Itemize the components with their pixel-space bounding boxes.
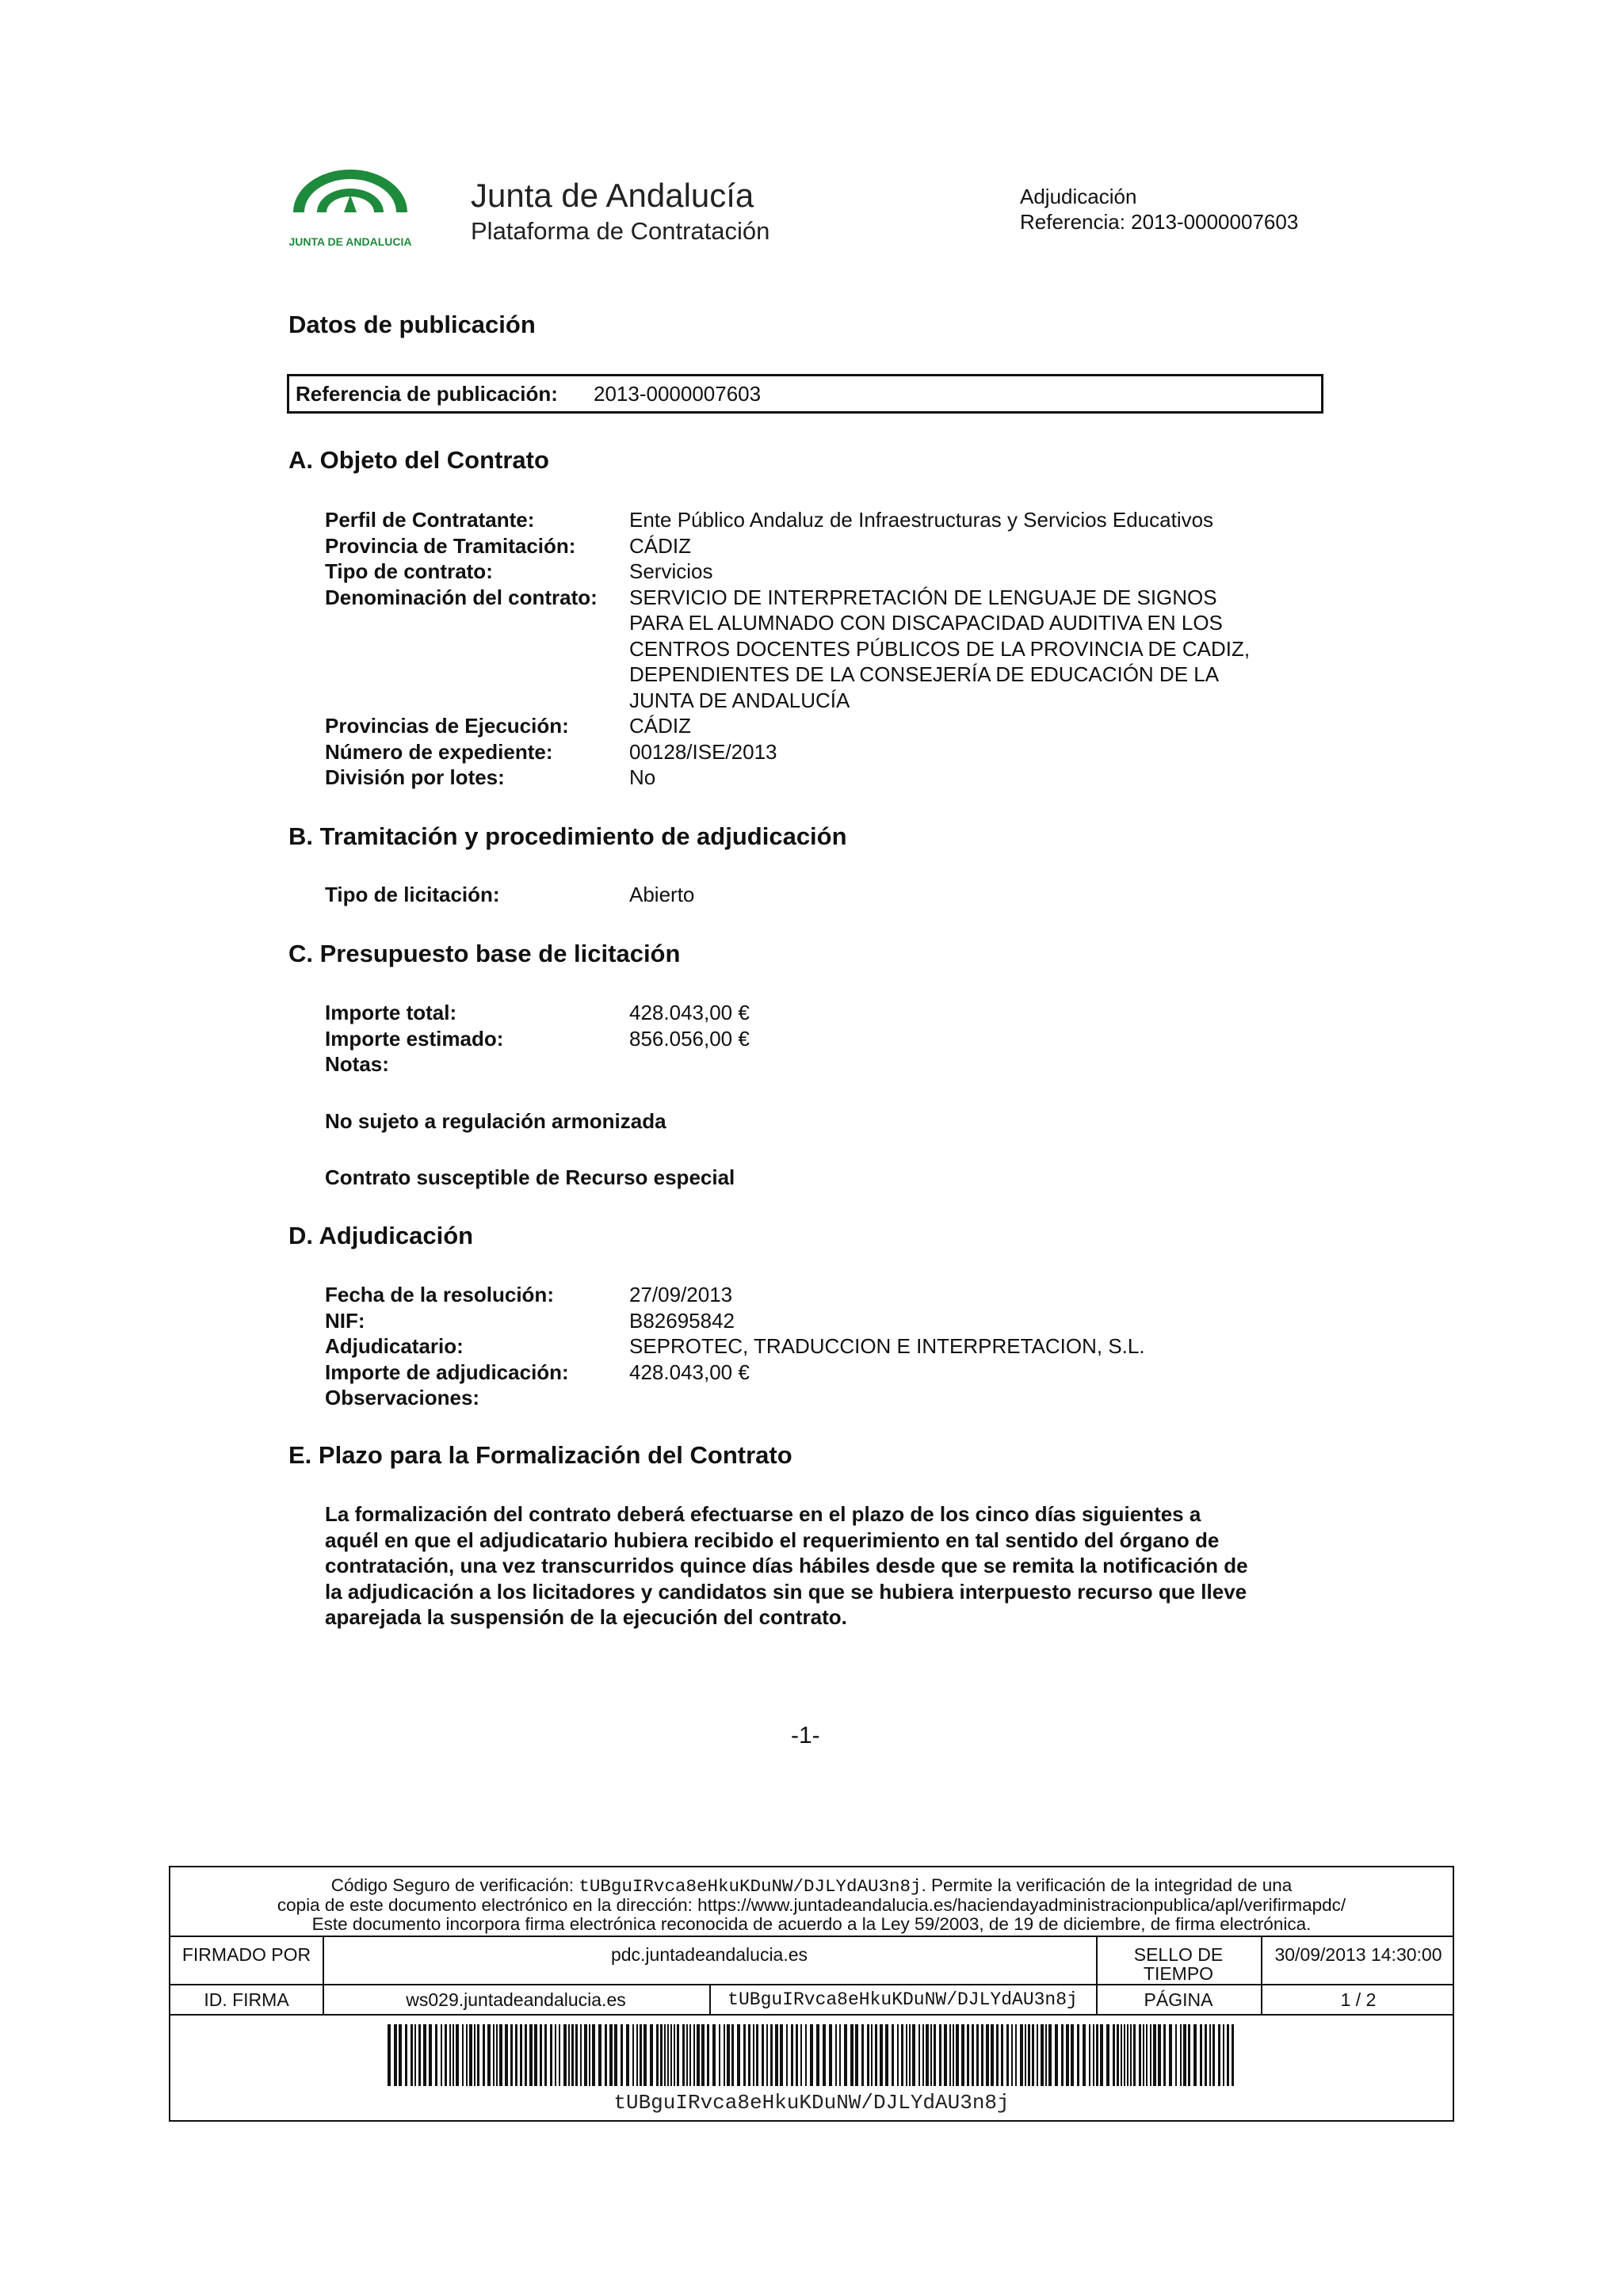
field-value: SEPROTEC, TRADUCCION E INTERPRETACION, S.L. bbox=[629, 1334, 1145, 1358]
barcode-bar bbox=[1133, 2024, 1136, 2086]
verification-footer bbox=[169, 1866, 1454, 2122]
barcode-bar bbox=[664, 2024, 666, 2086]
barcode-bar bbox=[477, 2024, 479, 2086]
field-label: Notas: bbox=[325, 1052, 389, 1076]
barcode-bar bbox=[731, 2024, 734, 2086]
barcode-bar bbox=[839, 2024, 841, 2086]
junta-arch-icon bbox=[287, 163, 414, 252]
barcode-bar bbox=[850, 2024, 854, 2086]
barcode-bar bbox=[689, 2024, 691, 2086]
barcode-bar bbox=[571, 2024, 574, 2086]
barcode-bar bbox=[1025, 2024, 1026, 2086]
barcode-bar bbox=[805, 2024, 807, 2086]
barcode-bar bbox=[520, 2024, 522, 2086]
barcode-bar bbox=[399, 2024, 402, 2086]
barcode-bar bbox=[568, 2024, 570, 2086]
field-value: 27/09/2013 bbox=[629, 1283, 733, 1306]
barcode-bar bbox=[1032, 2024, 1034, 2086]
verification-line-3: Este documento incorpora firma electrónica reconocida de acuerdo a la Ley 59/2003, de 19 de diciembre, de firma electrónica. bbox=[311, 1914, 1312, 1934]
barcode-bar bbox=[441, 2024, 442, 2086]
signed-by-label: FIRMADO POR bbox=[181, 1944, 311, 1965]
barcode-bar bbox=[469, 2024, 472, 2086]
barcode-bar bbox=[753, 2024, 754, 2086]
barcode-bar bbox=[614, 2024, 617, 2086]
page-label: PÁGINA bbox=[1144, 1989, 1213, 2010]
barcode-bar bbox=[1028, 2024, 1030, 2086]
barcode-bar bbox=[707, 2024, 709, 2086]
barcode-bar bbox=[1124, 2024, 1125, 2086]
barcode-bar bbox=[756, 2024, 758, 2086]
barcode-bar bbox=[906, 2024, 907, 2086]
barcode-bar bbox=[466, 2024, 468, 2086]
paragraph-line: aparejada la suspensión de la ejecución del contrato. bbox=[325, 1605, 847, 1630]
field-label: Importe de adjudicación: bbox=[325, 1360, 569, 1384]
barcode-bar bbox=[1146, 2024, 1148, 2086]
section-e-title: E. Plazo para la Formalización del Contrato bbox=[288, 1441, 792, 1469]
barcode-bar bbox=[780, 2024, 783, 2086]
barcode-bar bbox=[563, 2024, 567, 2086]
barcode-bar bbox=[991, 2024, 994, 2086]
field-value: CÁDIZ bbox=[629, 533, 691, 558]
barcode-bar bbox=[550, 2024, 552, 2086]
barcode-bar bbox=[944, 2024, 947, 2086]
barcode-bar bbox=[394, 2024, 397, 2086]
barcode-bar bbox=[529, 2024, 533, 2086]
barcode-bar bbox=[656, 2024, 659, 2086]
barcode-bar bbox=[660, 2024, 663, 2086]
barcode-bar bbox=[867, 2024, 869, 2086]
barcode-bar bbox=[844, 2024, 847, 2086]
publication-reference-box bbox=[287, 374, 1323, 414]
section-c-fields bbox=[325, 1000, 1355, 1190]
barcode-bar bbox=[1117, 2024, 1119, 2086]
signature-id-label: ID. FIRMA bbox=[204, 1989, 289, 2010]
barcode-bar bbox=[901, 2024, 903, 2086]
barcode-bar bbox=[1055, 2024, 1058, 2086]
barcode-bar bbox=[674, 2024, 675, 2086]
field-label: División por lotes: bbox=[325, 765, 505, 789]
barcode-bar bbox=[1106, 2024, 1109, 2086]
organization-name: Junta de Andalucía bbox=[471, 177, 754, 214]
field-label: Denominación del contrato: bbox=[325, 585, 598, 609]
barcode-bar bbox=[1113, 2024, 1115, 2086]
barcode-bar bbox=[701, 2024, 705, 2086]
barcode-bar bbox=[1205, 2024, 1207, 2086]
barcode-bar bbox=[1127, 2024, 1128, 2086]
barcode-bar bbox=[976, 2024, 979, 2086]
barcode-bar bbox=[598, 2024, 601, 2086]
barcode-bar bbox=[544, 2024, 547, 2086]
barcode-bar bbox=[1020, 2024, 1023, 2086]
barcode-bar bbox=[1096, 2024, 1098, 2086]
barcode-bar bbox=[1001, 2024, 1003, 2086]
barcode-bar bbox=[1218, 2024, 1220, 2086]
barcode-bar bbox=[510, 2024, 513, 2086]
barcode-bar bbox=[996, 2024, 999, 2086]
field-value-line: JUNTA DE ANDALUCÍA bbox=[629, 688, 850, 712]
barcode-bar bbox=[640, 2024, 642, 2086]
barcode-bar bbox=[1093, 2024, 1094, 2086]
barcode-bar bbox=[483, 2024, 485, 2086]
barcode-bar bbox=[418, 2024, 421, 2086]
barcode-bar bbox=[743, 2024, 746, 2086]
section-a-title: A. Objeto del Contrato bbox=[288, 446, 549, 474]
barcode-bar bbox=[727, 2024, 730, 2086]
barcode-bar bbox=[632, 2024, 634, 2086]
barcode-bar bbox=[650, 2024, 653, 2086]
barcode-bar bbox=[445, 2024, 447, 2086]
barcode-bar bbox=[724, 2024, 725, 2086]
barcode-bar bbox=[909, 2024, 911, 2086]
barcode-bar bbox=[939, 2024, 941, 2086]
barcode-bar bbox=[429, 2024, 432, 2086]
barcode-bar bbox=[770, 2024, 773, 2086]
barcode-bar bbox=[800, 2024, 802, 2086]
field-label: Observaciones: bbox=[325, 1386, 480, 1409]
barcode-bar bbox=[1209, 2024, 1211, 2086]
barcode-bar bbox=[1121, 2024, 1122, 2086]
field-label: Adjudicatario: bbox=[325, 1334, 464, 1358]
field-value: 428.043,00 € bbox=[629, 1360, 750, 1384]
barcode-bar bbox=[496, 2024, 498, 2086]
barcode-bar bbox=[926, 2024, 929, 2086]
field-label: Número de expediente: bbox=[325, 739, 553, 764]
barcode-bar bbox=[1077, 2024, 1079, 2086]
barcode-bar bbox=[897, 2024, 899, 2086]
document-type: Adjudicación bbox=[1020, 185, 1137, 208]
barcode-bar bbox=[697, 2024, 700, 2086]
barcode-bar bbox=[1143, 2024, 1144, 2086]
barcode-bar bbox=[816, 2024, 819, 2086]
verification-prefix: Código Seguro de verificación: bbox=[330, 1875, 575, 1895]
barcode-bar bbox=[953, 2024, 954, 2086]
barcode-bar bbox=[875, 2024, 877, 2086]
barcode-bar bbox=[912, 2024, 915, 2086]
barcode-bar bbox=[1232, 2024, 1234, 2086]
verification-code: tUBguIRvca8eHkuKDuNW/DJLYdAU3n8j bbox=[579, 1876, 922, 1897]
barcode-bar bbox=[682, 2024, 685, 2086]
barcode-bar bbox=[1150, 2024, 1151, 2086]
barcode-bar bbox=[885, 2024, 888, 2086]
barcode-bar bbox=[961, 2024, 964, 2086]
barcode-bar bbox=[1100, 2024, 1103, 2086]
barcode-bar bbox=[589, 2024, 590, 2086]
page-value: 1 / 2 bbox=[1340, 1989, 1377, 2010]
table-divider bbox=[170, 2014, 1453, 2016]
barcode-bar bbox=[670, 2024, 672, 2086]
barcode-bar bbox=[592, 2024, 595, 2086]
barcode-bar bbox=[609, 2024, 613, 2086]
barcode-bar bbox=[930, 2024, 932, 2086]
barcode-bar bbox=[555, 2024, 556, 2086]
barcode-bar bbox=[605, 2024, 607, 2086]
barcode-bar bbox=[956, 2024, 959, 2086]
barcode-bar bbox=[575, 2024, 578, 2086]
barcode-bar bbox=[1071, 2024, 1074, 2086]
field-value: No bbox=[629, 765, 656, 789]
barcode-bar bbox=[525, 2024, 527, 2086]
section-d-fields bbox=[325, 1282, 1355, 1417]
barcode-bar bbox=[1183, 2024, 1186, 2086]
paragraph-line: contratación, una vez transcurridos quince días hábiles desde que se remita la notificación de bbox=[325, 1554, 1248, 1578]
paragraph-line: La formalización del contrato deberá efectuarse en el plazo de los cinco días siguientes a bbox=[325, 1502, 1201, 1526]
barcode-bar bbox=[823, 2024, 826, 2086]
barcode-bar bbox=[1193, 2024, 1197, 2086]
barcode-bar bbox=[626, 2024, 629, 2086]
barcode-icon bbox=[388, 2024, 1234, 2086]
barcode-bar bbox=[762, 2024, 764, 2086]
field-value: Ente Público Andaluz de Infraestructuras y Servicios Educativos bbox=[629, 508, 1214, 532]
barcode-bar bbox=[766, 2024, 768, 2086]
barcode-bar bbox=[643, 2024, 647, 2086]
barcode-bar bbox=[1227, 2024, 1229, 2086]
verification-line-2: copia de este documento electrónico en la dirección: https://www.juntadeandalucia.es/haciendayadministracionpublica/apl/verifirmapdc/ bbox=[277, 1895, 1346, 1915]
barcode-bar bbox=[934, 2024, 936, 2086]
publication-title: Datos de publicación bbox=[288, 311, 536, 338]
field-value-line: PARA EL ALUMNADO CON DISCAPACIDAD AUDITIVA EN LOS bbox=[629, 611, 1223, 635]
barcode-bar bbox=[1041, 2024, 1044, 2086]
barcode-bar bbox=[1130, 2024, 1132, 2086]
barcode-bar bbox=[474, 2024, 475, 2086]
barcode-bar bbox=[861, 2024, 864, 2086]
signature-id-host: ws029.juntadeandalucia.es bbox=[406, 1989, 626, 2010]
barcode-bar bbox=[414, 2024, 416, 2086]
barcode-bar bbox=[1212, 2024, 1215, 2086]
field-value: Servicios bbox=[629, 559, 713, 583]
barcode-bar bbox=[449, 2024, 451, 2086]
barcode-bar bbox=[1089, 2024, 1090, 2086]
field-value-line: DEPENDIENTES DE LA CONSEJERÍA DE EDUCACIÓN DE LA bbox=[629, 662, 1220, 686]
barcode-bar bbox=[855, 2024, 858, 2086]
field-label: NIF: bbox=[325, 1308, 365, 1333]
field-value: 856.056,00 € bbox=[629, 1026, 750, 1051]
barcode-bar bbox=[986, 2024, 989, 2086]
barcode-bar bbox=[922, 2024, 924, 2086]
publication-ref-value: 2013-0000007603 bbox=[594, 382, 762, 406]
field-label: Importe estimado: bbox=[325, 1026, 504, 1051]
field-value: 00128/ISE/2013 bbox=[629, 739, 777, 764]
field-value: 428.043,00 € bbox=[629, 1001, 750, 1024]
barcode-bar bbox=[515, 2024, 517, 2086]
section-b-fields bbox=[325, 882, 1355, 913]
signed-by-value: pdc.juntadeandalucia.es bbox=[610, 1944, 808, 1965]
barcode-bar bbox=[435, 2024, 437, 2086]
barcode-bar bbox=[1037, 2024, 1038, 2086]
barcode-bar bbox=[462, 2024, 464, 2086]
barcode-bar bbox=[967, 2024, 969, 2086]
barcode-bar bbox=[1066, 2024, 1069, 2086]
barcode-bar bbox=[786, 2024, 788, 2086]
barcode-text: tUBguIRvca8eHkuKDuNW/DJLYdAU3n8j bbox=[613, 2091, 1010, 2115]
logo-text: JUNTA DE ANDALUCIA bbox=[288, 235, 412, 248]
barcode-bar bbox=[1083, 2024, 1086, 2086]
barcode-bar bbox=[972, 2024, 974, 2086]
barcode-bar bbox=[667, 2024, 669, 2086]
signature-id-code: tUBguIRvca8eHkuKDuNW/DJLYdAU3n8j bbox=[727, 1989, 1078, 2010]
barcode-bar bbox=[1153, 2024, 1156, 2086]
barcode-bar bbox=[540, 2024, 542, 2086]
field-value-line: SERVICIO DE INTERPRETACIÓN DE LENGUAJE DE SIGNOS bbox=[629, 585, 1217, 609]
barcode-bar bbox=[1200, 2024, 1202, 2086]
barcode-bar bbox=[871, 2024, 873, 2086]
paragraph-line: aquél en que el adjudicatario hubiera recibido el requerimiento en tal sentido del órgano de bbox=[325, 1527, 1220, 1552]
barcode-bar bbox=[880, 2024, 883, 2086]
field-label: Importe total: bbox=[325, 1001, 457, 1024]
barcode-bar bbox=[775, 2024, 778, 2086]
barcode-bar bbox=[1180, 2024, 1182, 2086]
barcode-bar bbox=[1163, 2024, 1166, 2086]
barcode-bar bbox=[411, 2024, 413, 2086]
barcode-bar bbox=[1045, 2024, 1047, 2086]
field-value-line: CENTROS DOCENTES PÚBLICOS DE LA PROVINCIA DE CADIZ, bbox=[629, 636, 1251, 661]
section-d-title: D. Adjudicación bbox=[288, 1222, 474, 1249]
barcode-bar bbox=[748, 2024, 750, 2086]
barcode-bar bbox=[1188, 2024, 1190, 2086]
field-label: Fecha de la resolución: bbox=[325, 1283, 554, 1306]
barcode-bar bbox=[791, 2024, 793, 2086]
harmonized-regulation-note: No sujeto a regulación armonizada bbox=[325, 1109, 666, 1133]
barcode-bar bbox=[1011, 2024, 1013, 2086]
barcode-bar bbox=[1061, 2024, 1064, 2086]
barcode-bar bbox=[487, 2024, 491, 2086]
barcode-bar bbox=[1175, 2024, 1177, 2086]
section-a-fields bbox=[325, 507, 1355, 792]
barcode-bar bbox=[1006, 2024, 1009, 2086]
barcode-bar bbox=[719, 2024, 720, 2086]
barcode-bar bbox=[559, 2024, 560, 2086]
junta-logo bbox=[287, 163, 414, 252]
barcode-bar bbox=[686, 2024, 688, 2086]
field-value: B82695842 bbox=[629, 1308, 735, 1333]
section-c-title: C. Presupuesto base de licitación bbox=[288, 940, 681, 967]
barcode-bar bbox=[621, 2024, 623, 2086]
formalization-paragraph bbox=[325, 1501, 1308, 1630]
barcode-bar bbox=[1048, 2024, 1052, 2086]
paragraph-line: la adjudicación a los licitadores y candidatos sin que se hubiera interpuesto recurso que lleve bbox=[325, 1579, 1247, 1604]
field-label: Provincias de Ejecución: bbox=[325, 714, 569, 738]
barcode-bar bbox=[1158, 2024, 1161, 2086]
barcode-bar bbox=[712, 2024, 716, 2086]
field-label: Tipo de licitación: bbox=[325, 883, 500, 906]
barcode-bar bbox=[453, 2024, 454, 2086]
barcode-bar bbox=[636, 2024, 638, 2086]
special-appeal-note: Contrato susceptible de Recurso especial bbox=[325, 1165, 735, 1189]
verification-suffix: . Permite la verificación de la integridad de una bbox=[921, 1875, 1293, 1895]
platform-name: Plataforma de Contratación bbox=[471, 217, 770, 245]
field-value: CÁDIZ bbox=[629, 714, 691, 738]
barcode-bar bbox=[892, 2024, 894, 2086]
field-label: Provincia de Tramitación: bbox=[325, 533, 576, 558]
barcode-bar bbox=[1139, 2024, 1141, 2086]
barcode-bar bbox=[534, 2024, 537, 2086]
barcode-bar bbox=[388, 2024, 391, 2086]
barcode-bar bbox=[456, 2024, 459, 2086]
barcode-bar bbox=[796, 2024, 798, 2086]
document-reference: Referencia: 2013-0000007603 bbox=[1020, 210, 1299, 234]
barcode-bar bbox=[677, 2024, 679, 2086]
barcode-bar bbox=[493, 2024, 495, 2086]
section-b-title: B. Tramitación y procedimiento de adjudicación bbox=[288, 822, 847, 850]
page-number: -1- bbox=[791, 1722, 820, 1749]
publication-ref-label: Referencia de publicación: bbox=[296, 382, 558, 406]
barcode-bar bbox=[1015, 2024, 1017, 2086]
barcode-bar bbox=[835, 2024, 837, 2086]
barcode-bar bbox=[505, 2024, 508, 2086]
timestamp-label-1: SELLO DE bbox=[1133, 1944, 1224, 1965]
verification-line-1 bbox=[170, 1875, 1453, 1897]
timestamp-value: 30/09/2013 14:30:00 bbox=[1274, 1944, 1442, 1965]
barcode-bar bbox=[810, 2024, 813, 2086]
field-value: Abierto bbox=[629, 883, 695, 906]
field-label: Tipo de contrato: bbox=[325, 559, 493, 583]
barcode-bar bbox=[737, 2024, 740, 2086]
barcode-bar bbox=[405, 2024, 407, 2086]
barcode-bar bbox=[584, 2024, 587, 2086]
barcode-bar bbox=[949, 2024, 951, 2086]
timestamp-label-2: TIEMPO bbox=[1143, 1963, 1214, 1984]
barcode-bar bbox=[1169, 2024, 1172, 2086]
barcode-bar bbox=[1223, 2024, 1224, 2086]
barcode-bar bbox=[423, 2024, 426, 2086]
barcode-bar bbox=[918, 2024, 920, 2086]
barcode-bar bbox=[499, 2024, 502, 2086]
barcode-bar bbox=[829, 2024, 832, 2086]
barcode-bar bbox=[693, 2024, 695, 2086]
barcode-bar bbox=[981, 2024, 983, 2086]
barcode-bar bbox=[580, 2024, 582, 2086]
field-label: Perfil de Contratante: bbox=[325, 508, 535, 532]
